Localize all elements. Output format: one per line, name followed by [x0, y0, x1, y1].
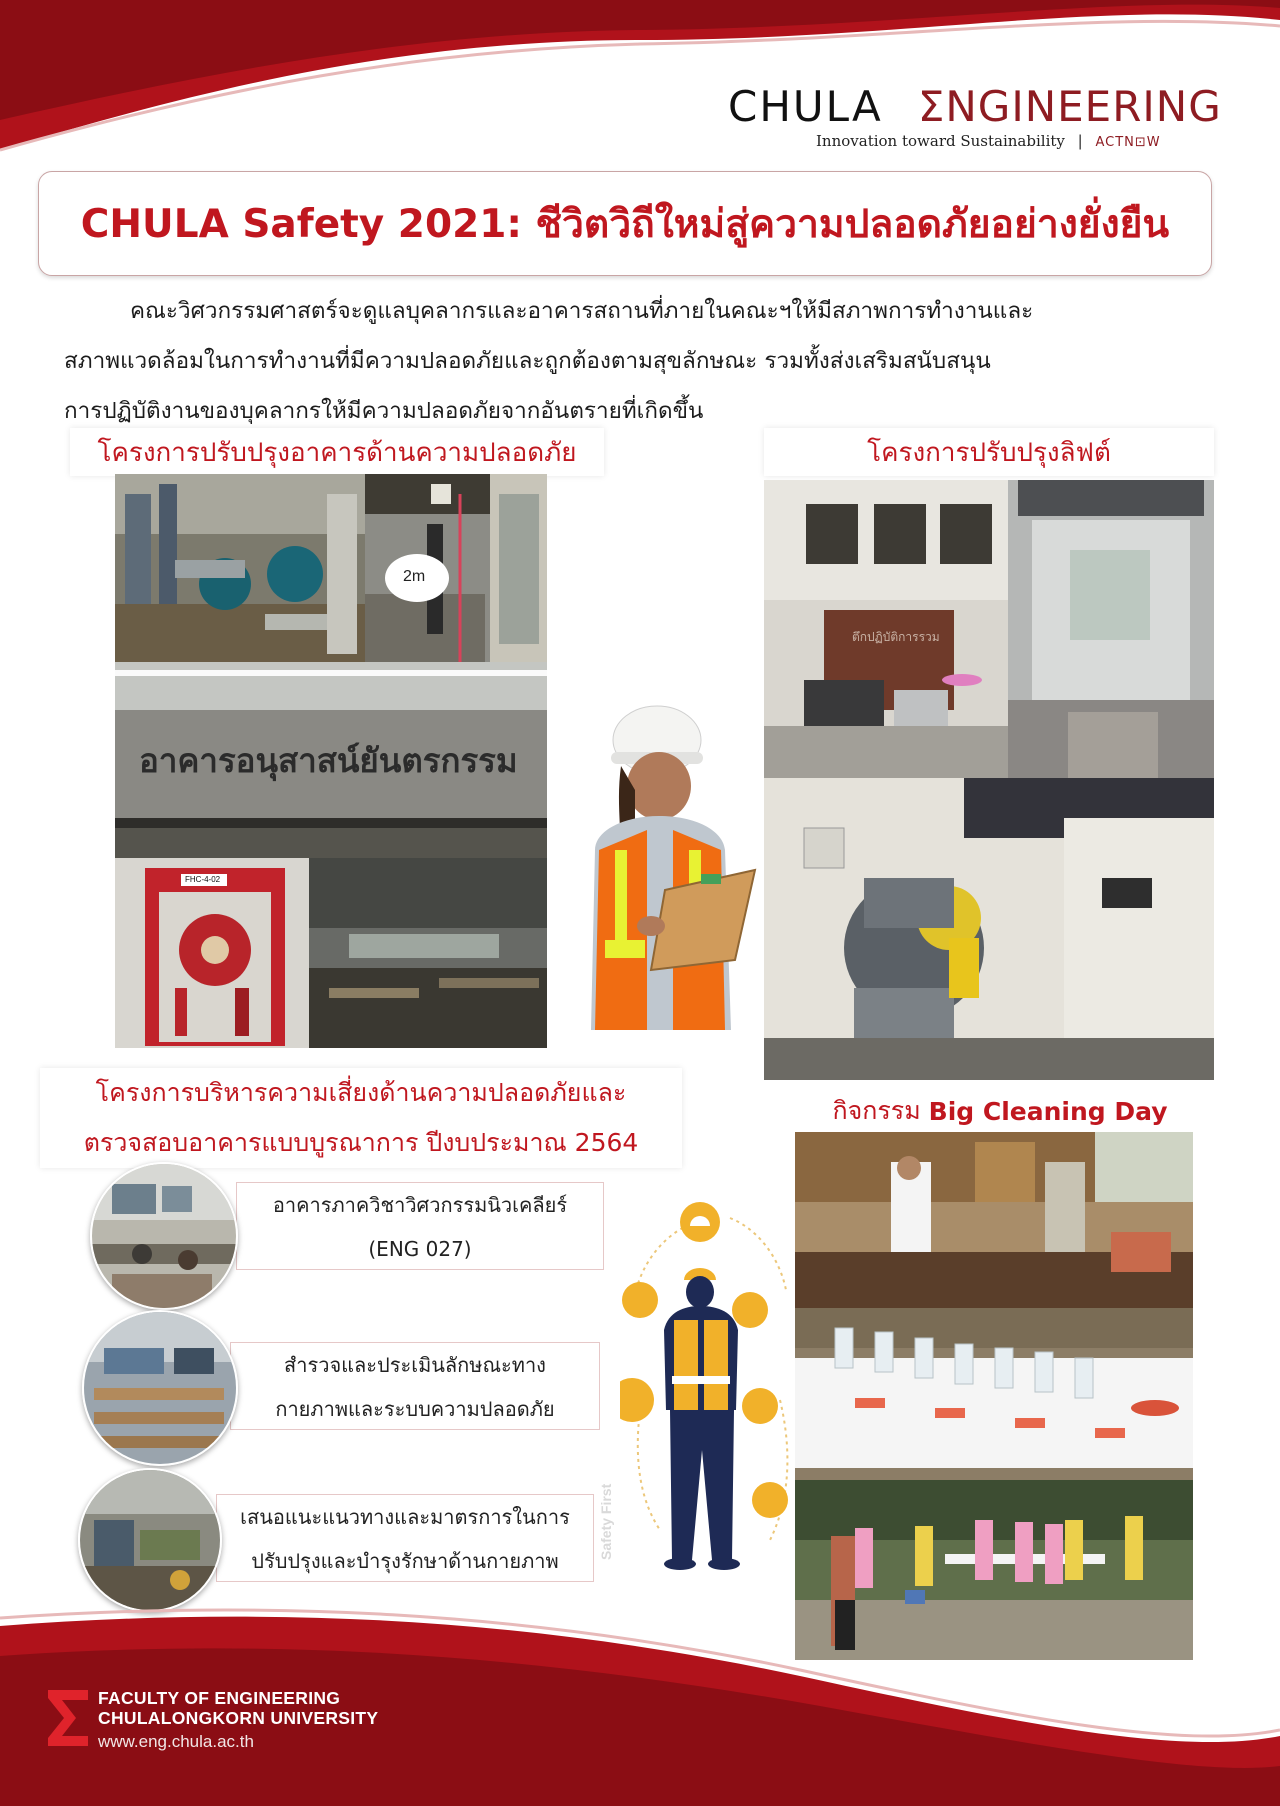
risk-item-3-label: เสนอแนะแนวทางและมาตรการในการ ปรับปรุงและบำรุงรักษาด้านกายภาพ: [216, 1494, 594, 1582]
building-sign-photo: [115, 662, 547, 858]
risk-item-1-label: อาคารภาควิชาวิศวกรรมนิวเคลียร์ (ENG 027): [236, 1182, 604, 1270]
cleaning-supplies-photo: [795, 1308, 1193, 1480]
intro-line-1: คณะวิศวกรรมศาสตร์จะดูแลบุคลากรและอาคารสถานที่ภายในคณะฯให้มีสภาพการทำงานและ: [130, 298, 1034, 324]
chula-engineering-logo: [728, 82, 1248, 150]
logo-engineering-text: ƩNGINEERING: [917, 82, 1222, 131]
logo-chula-text: CHULA: [728, 82, 883, 131]
intro-line-2: สภาพแวดล้อมในการทำงานที่มีความปลอดภัยและถูกต้องตามสุขลักษณะ รวมทั้งส่งเสริมสนับสนุน: [64, 348, 991, 374]
safety-inspector-illustration: [555, 700, 765, 1050]
stair-height-photo: [365, 474, 547, 662]
footer-website-link[interactable]: www.eng.chula.ac.th: [98, 1732, 254, 1751]
intro-paragraph: [64, 286, 1214, 436]
title-box: [38, 171, 1212, 276]
lift-heading: โครงการปรับปรุงลิฟต์: [764, 428, 1214, 476]
safety-first-caption: Safety First: [598, 1483, 614, 1560]
intro-line-3: การปฏิบัติงานของบุคลากรให้มีความปลอดภัยจากอันตรายที่เกิดขึ้น: [64, 398, 704, 424]
risk-item-2-label: สำรวจและประเมินลักษณะทาง กายภาพและระบบความปลอดภัย: [230, 1342, 600, 1430]
risk-management-heading: [40, 1068, 682, 1168]
actnow-mark: ACTN⊡W: [1095, 135, 1161, 150]
footer-university-line: CHULALONGKORN UNIVERSITY: [98, 1708, 379, 1728]
measure-label: 2m: [403, 568, 426, 585]
fire-hose-cabinet-photo: [115, 858, 309, 1048]
footer-faculty-line: FACULTY OF ENGINEERING: [98, 1688, 341, 1708]
risk-heading-line-1: โครงการบริหารความเสี่ยงด้านความปลอดภัยและ: [95, 1078, 627, 1107]
page-title: CHULA Safety 2021: ชีวิตวิถีใหม่สู่ความปลอดภัยอย่างยั่งยืน: [80, 201, 1170, 247]
lift-building-sign: ตึกปฏิบัติการรวม: [852, 630, 940, 644]
sigma-logo-icon: [46, 1688, 90, 1748]
nuclear-engineering-building-photo: [90, 1162, 238, 1310]
safety-first-worker-graphic: [620, 1200, 800, 1580]
pump-room-photo: [115, 474, 365, 662]
workshop-photo: [309, 858, 547, 1048]
building-safety-heading: โครงการปรับปรุงอาคารด้านความปลอดภัย: [70, 428, 604, 476]
classroom-survey-photo: [82, 1310, 238, 1466]
lift-cabin-photo: [1008, 480, 1214, 778]
building-sign-text: อาคารอนุสาสน์ยันตรกรรม: [139, 741, 518, 780]
hose-tag-label: FHC-4-02: [185, 875, 221, 884]
risk-heading-line-2: ตรวจสอบอาคารแบบบูรณาการ ปีงบประมาณ 2564: [83, 1128, 639, 1157]
lift-building-exterior-photo: [764, 480, 1008, 778]
lift-machine-photo: [764, 778, 1214, 1080]
office-cleaning-photo: [795, 1132, 1193, 1308]
big-cleaning-day-heading: กิจกรรม Big Cleaning Day: [790, 1090, 1210, 1132]
logo-tagline: Innovation toward Sustainability | ACTN⊡W: [816, 132, 1161, 150]
